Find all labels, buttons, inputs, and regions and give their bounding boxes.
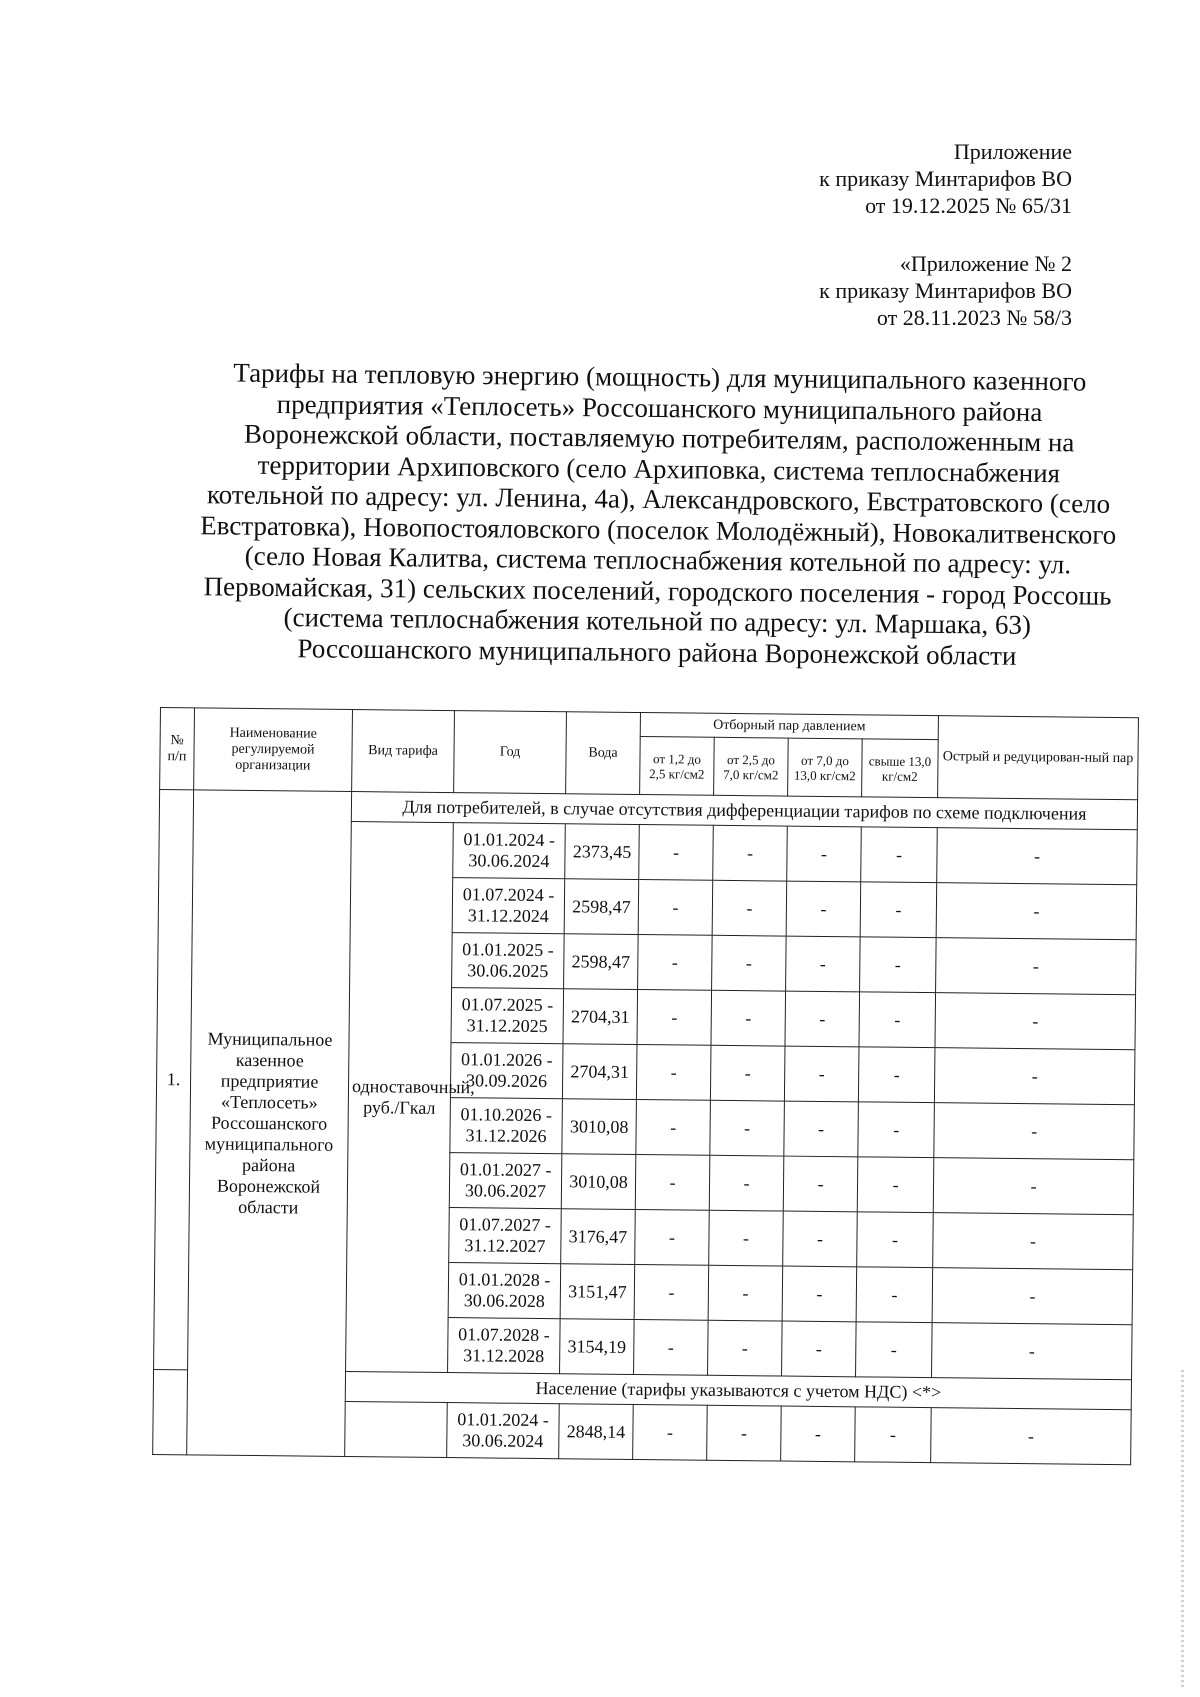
- tariff-table: [152, 707, 1139, 1465]
- pressure-4-tariff: -: [856, 1322, 933, 1378]
- pressure-1-tariff: -: [636, 1045, 711, 1101]
- title-line: (село Новая Калитва, система теплоснабжения котельной по адресу: ул.: [244, 540, 1072, 580]
- header-pressure-2: от 2,5 до 7,0 кг/см2: [714, 737, 789, 796]
- water-tariff: 3010,08: [562, 1099, 637, 1155]
- water-tariff: 3010,08: [561, 1154, 636, 1210]
- title-line: (система теплоснабжения котельной по адресу: ул. Маршака, 63): [283, 602, 1032, 640]
- pressure-4-tariff: -: [856, 1267, 933, 1323]
- document-title: [177, 357, 1140, 672]
- sharp-steam-tariff: -: [936, 883, 1137, 940]
- sharp-steam-tariff: -: [932, 1323, 1133, 1380]
- water-tariff: 2373,45: [565, 824, 640, 880]
- pressure-4-tariff: -: [858, 1102, 935, 1158]
- pressure-3-tariff: -: [784, 1101, 859, 1157]
- appendix-reference-current: [819, 138, 1072, 219]
- sharp-steam-tariff: -: [934, 1048, 1135, 1105]
- water-tariff: 2704,31: [563, 989, 638, 1045]
- pressure-4-tariff: -: [860, 882, 937, 938]
- pressure-1-tariff: -: [638, 935, 713, 991]
- pressure-4-tariff: -: [858, 1047, 935, 1103]
- pressure-2-tariff: -: [709, 1210, 784, 1266]
- appendix-label: Приложение: [953, 139, 1072, 164]
- pressure-1-tariff: -: [634, 1319, 709, 1375]
- row-number: 1.: [154, 790, 194, 1370]
- header-number: № п/п: [160, 708, 195, 790]
- pressure-2-tariff: -: [708, 1265, 783, 1321]
- tariff-period: 01.01.2024 - 30.06.2024: [447, 1403, 560, 1459]
- pressure-4-tariff: -: [857, 1212, 934, 1268]
- pressure-2-tariff: -: [712, 935, 787, 991]
- pressure-1-tariff: -: [639, 825, 714, 881]
- pressure-4-tariff: -: [859, 992, 936, 1048]
- title-line: Воронежской области, поставляемую потребителям, расположенным на: [243, 418, 1075, 458]
- pressure-1-tariff: -: [638, 880, 713, 936]
- pressure-1-tariff: -: [637, 990, 712, 1046]
- appendix-label: «Приложение № 2: [899, 251, 1072, 276]
- water-tariff: 3151,47: [560, 1264, 635, 1320]
- title-line: Россошанского муниципального района Воронежской области: [297, 632, 1017, 671]
- pressure-4-tariff: -: [861, 827, 938, 883]
- pressure-3-tariff: -: [783, 1211, 858, 1267]
- header-tariff-type: Вид тарифа: [352, 710, 455, 793]
- pressure-1-tariff: -: [635, 1210, 710, 1266]
- tariff-period: 01.10.2026 - 31.12.2026: [450, 1098, 563, 1154]
- pressure-2-tariff: -: [712, 880, 787, 936]
- tariff-period: 01.07.2027 - 31.12.2027: [449, 1208, 562, 1264]
- tariff-period: 01.01.2025 - 30.06.2025: [452, 933, 565, 989]
- title-line: Евстратовка), Новопостояловского (поселок Молодёжный), Новокалитвенского: [200, 509, 1117, 550]
- pressure-3-tariff: -: [782, 1266, 857, 1322]
- tariff-period: 01.01.2026 - 30.09.2026: [450, 1043, 563, 1099]
- title-line: Первомайская, 31) сельских поселений, городского поселения - город Россошь: [203, 570, 1112, 611]
- pressure-1-tariff: -: [634, 1265, 709, 1321]
- section-title: Для потребителей, в случае отсутствия дифференциации тарифов по схеме подключения: [351, 792, 1137, 830]
- appendix-reference-original: [819, 250, 1072, 331]
- pressure-3-tariff: -: [782, 1321, 857, 1377]
- sharp-steam-tariff: -: [932, 1268, 1133, 1325]
- pressure-4-tariff: -: [860, 937, 937, 993]
- title-line: территории Архиповского (село Архиповка, система теплоснабжения: [257, 449, 1061, 488]
- pressure-3-tariff: -: [785, 991, 860, 1047]
- header-pressure-3: от 7,0 до 13,0 кг/см2: [788, 738, 863, 797]
- tariff-period: 01.07.2025 - 31.12.2025: [451, 988, 564, 1044]
- pressure-1-tariff: -: [633, 1404, 708, 1460]
- title-line: Тарифы на тепловую энергию (мощность) для муниципального казенного: [233, 357, 1087, 397]
- header-pressure-4: свыше 13,0 кг/см2: [862, 739, 939, 798]
- pressure-2-tariff: -: [707, 1405, 782, 1461]
- sharp-steam-tariff: -: [936, 938, 1137, 995]
- pressure-3-tariff: -: [787, 826, 862, 882]
- sharp-steam-tariff: -: [931, 1408, 1132, 1465]
- tariff-period: 01.01.2024 - 30.06.2024: [453, 823, 566, 879]
- pressure-4-tariff: -: [855, 1407, 932, 1463]
- tariff-period: 01.01.2027 - 30.06.2027: [449, 1153, 562, 1209]
- sharp-steam-tariff: -: [935, 993, 1136, 1050]
- pressure-1-tariff: -: [636, 1100, 711, 1156]
- pressure-1-tariff: -: [635, 1155, 710, 1211]
- appendix-order-ref: к приказу Минтарифов ВО: [819, 166, 1072, 191]
- water-tariff: 3176,47: [561, 1209, 636, 1265]
- appendix-order-date: от 19.12.2025 № 65/31: [865, 193, 1072, 218]
- row-number-empty: [153, 1369, 188, 1454]
- header-water: Вода: [566, 712, 641, 795]
- header-pressure-1: от 1,2 до 2,5 кг/см2: [640, 737, 715, 796]
- scan-edge-artifact: [1181, 1370, 1184, 1690]
- pressure-2-tariff: -: [710, 1045, 785, 1101]
- pressure-3-tariff: -: [786, 936, 861, 992]
- sharp-steam-tariff: -: [937, 828, 1138, 885]
- header-organization: Наименование регулируемой организации: [194, 708, 353, 792]
- pressure-2-tariff: -: [708, 1320, 783, 1376]
- pressure-2-tariff: -: [713, 825, 788, 881]
- pressure-3-tariff: -: [783, 1156, 858, 1212]
- title-line: котельной по адресу: ул. Ленина, 4а), Александровского, Евстратовского (село: [206, 479, 1111, 519]
- pressure-2-tariff: -: [710, 1100, 785, 1156]
- sharp-steam-tariff: -: [934, 1103, 1135, 1160]
- water-tariff: 3154,19: [560, 1319, 635, 1375]
- title-line: предприятия «Теплосеть» Россошанского муниципального района: [276, 388, 1043, 427]
- tariff-period: 01.07.2028 - 31.12.2028: [448, 1318, 561, 1374]
- header-steam-group: Отборный пар давлением: [640, 713, 938, 740]
- header-year: Год: [454, 711, 567, 794]
- tariff-period: 01.01.2028 - 30.06.2028: [448, 1263, 561, 1319]
- pressure-3-tariff: -: [786, 881, 861, 937]
- pressure-3-tariff: -: [784, 1046, 859, 1102]
- pressure-2-tariff: -: [709, 1155, 784, 1211]
- tariff-type-empty: [345, 1401, 448, 1457]
- tariff-period: 01.07.2024 - 31.12.2024: [452, 878, 565, 934]
- pressure-4-tariff: -: [857, 1157, 934, 1213]
- sharp-steam-tariff: -: [933, 1158, 1134, 1215]
- tariff-type: одноставочный, руб./Гкал: [346, 822, 454, 1373]
- section-title: Население (тарифы указываются с учетом НДС) <*>: [345, 1371, 1131, 1409]
- organization-name: Муниципальное казенное предприятие «Теплосеть» Россошанского муниципального района Воронежской области: [187, 790, 352, 1457]
- header-sharp-steam: Острый и редуцирован-ный пар: [938, 716, 1139, 800]
- sharp-steam-tariff: -: [933, 1213, 1134, 1270]
- pressure-2-tariff: -: [711, 990, 786, 1046]
- appendix-order-date: от 28.11.2023 № 58/3: [876, 305, 1072, 330]
- water-tariff: 2598,47: [564, 879, 639, 935]
- pressure-3-tariff: -: [781, 1406, 856, 1462]
- water-tariff: 2704,31: [562, 1044, 637, 1100]
- appendix-order-ref: к приказу Минтарифов ВО: [819, 278, 1072, 303]
- water-tariff: 2598,47: [564, 934, 639, 990]
- water-tariff: 2848,14: [559, 1404, 634, 1460]
